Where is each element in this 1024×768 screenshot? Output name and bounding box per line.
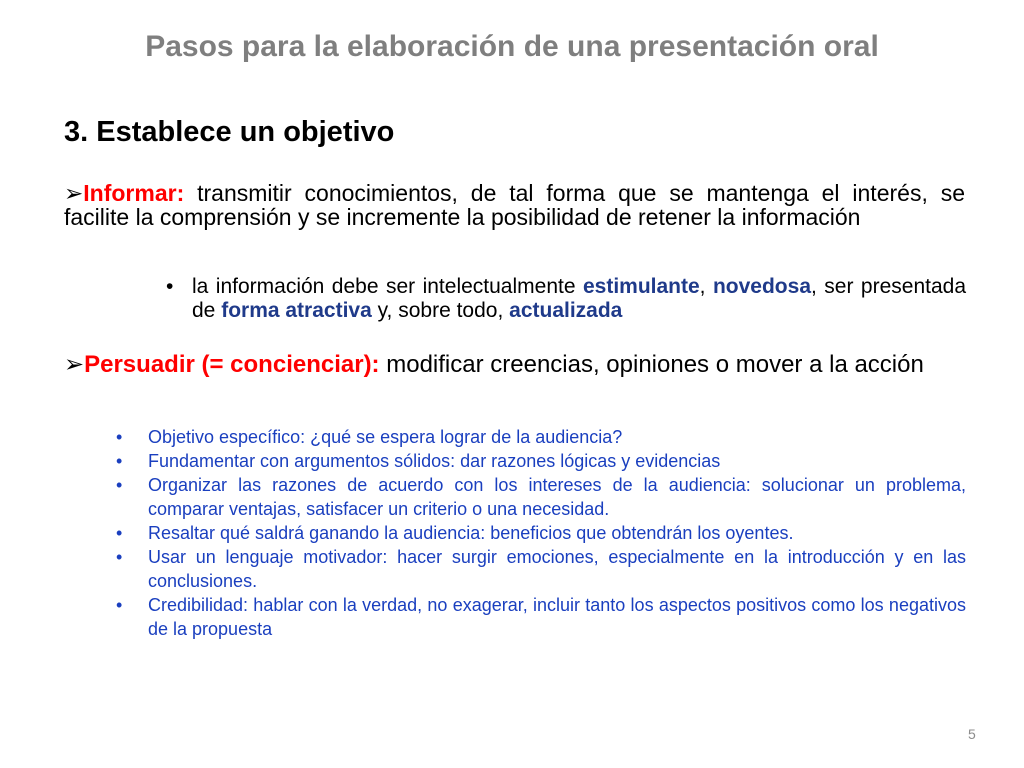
- sub-text-4: y, sobre todo,: [371, 299, 510, 322]
- sub-text-2: ,: [699, 275, 713, 298]
- list-item-text: Organizar las razones de acuerdo con los intereses de la audiencia: solucionar un problema, comparar ventajas, satisfacer un criterio o una necesidad.: [148, 475, 966, 519]
- list-item-text: Resaltar qué saldrá ganando la audiencia: beneficios que obtendrán los oyentes.: [148, 523, 794, 543]
- sub-bold-estimulante: estimulante: [582, 275, 700, 298]
- sub-bold-forma-atractiva: forma atractiva: [221, 299, 372, 322]
- list-item: [116, 425, 966, 449]
- sub-text-3: , ser presentada de: [192, 275, 966, 322]
- persuadir-text: modificar creencias, opiniones o mover a la acción: [379, 351, 924, 378]
- slide-title: Pasos para la elaboración de una presentación oral: [145, 30, 879, 63]
- list-item: [116, 449, 966, 473]
- list-item-text: Fundamentar con argumentos sólidos: dar razones lógicas y evidencias: [148, 451, 721, 471]
- informar-subpoint: [166, 275, 966, 323]
- list-item: [116, 593, 966, 641]
- bullet-dot-icon: •: [116, 547, 123, 567]
- arrow-bullet-icon: ➢: [64, 180, 84, 206]
- persuadir-list: [116, 425, 966, 641]
- bullet-dot-icon: •: [116, 595, 123, 615]
- informar-text: transmitir conocimientos, de tal forma que se mantenga el interés, se facilite la comprensión y se incremente la posibilidad de retener la información: [64, 180, 965, 230]
- list-item-text: Usar un lenguaje motivador: hacer surgir emociones, especialmente en la introducción y en las conclusiones.: [148, 547, 966, 591]
- list-item-text: Credibilidad: hablar con la verdad, no exagerar, incluir tanto los aspectos positivos como los negativos de la propuesta: [148, 595, 966, 639]
- bullet-dot-icon: •: [116, 427, 123, 447]
- bullet-dot-icon: •: [116, 451, 123, 471]
- bullet-dot-icon: •: [116, 523, 123, 543]
- bullet-dot-icon: •: [166, 275, 174, 298]
- informar-subpoint-text: [192, 275, 966, 323]
- informar-paragraph: [64, 181, 965, 229]
- informar-label: Informar:: [83, 180, 185, 206]
- persuadir-paragraph: [64, 349, 965, 380]
- arrow-bullet-icon: ➢: [64, 351, 85, 378]
- bullet-dot-icon: •: [116, 475, 123, 495]
- list-item: [116, 473, 966, 521]
- section-heading: 3. Establece un objetivo: [64, 116, 395, 148]
- sub-text-1: la información debe ser intelectualmente: [192, 275, 583, 298]
- list-item: [116, 545, 966, 593]
- list-item: [116, 521, 966, 545]
- persuadir-label: Persuadir (= concienciar):: [84, 351, 380, 378]
- sub-bold-actualizada: actualizada: [509, 299, 623, 322]
- page-number: 5: [968, 726, 976, 742]
- sub-bold-novedosa: novedosa: [712, 275, 811, 298]
- list-item-text: Objetivo específico: ¿qué se espera lograr de la audiencia?: [148, 427, 623, 447]
